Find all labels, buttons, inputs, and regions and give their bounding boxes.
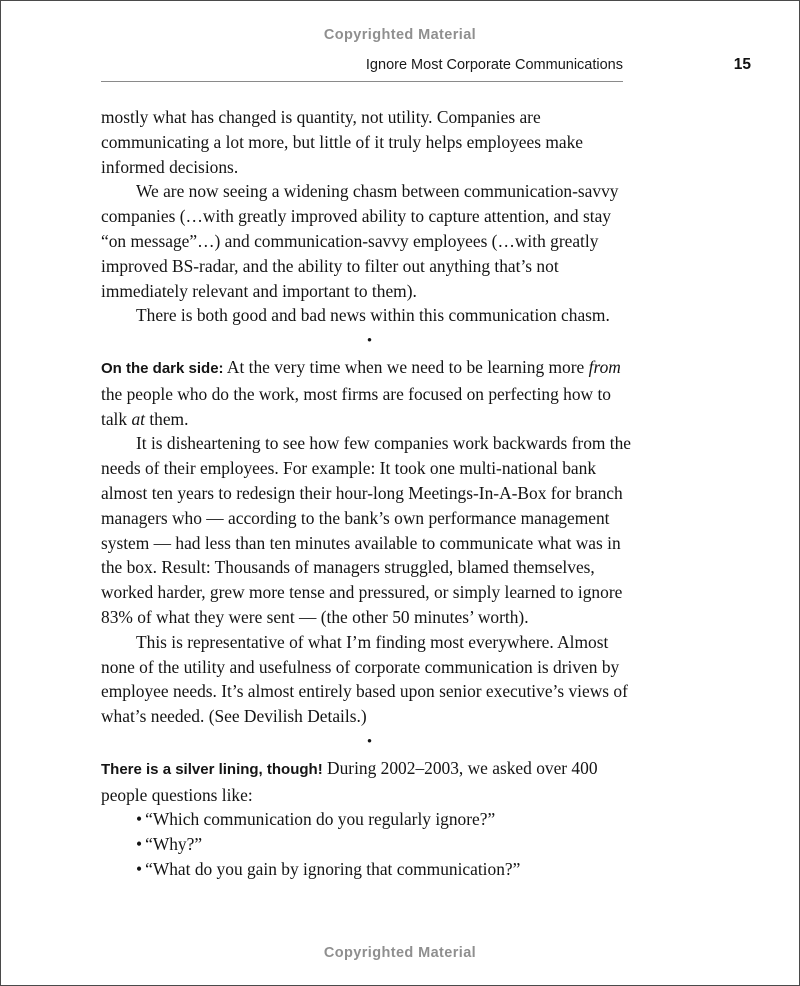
bold-lead-in-silver-lining: There is a silver lining, though! — [101, 760, 323, 778]
question-item — [101, 832, 638, 857]
page-body — [101, 105, 638, 882]
question-text: “Which communication do you regularly ignore?” — [145, 809, 496, 830]
chapter-title: Ignore Most Corporate Communications — [365, 57, 623, 73]
question-list — [101, 807, 638, 881]
paragraph-6: This is representative of what I’m finding most everywhere. Almost none of the utility and usefulness of corporate communication is driven by employee needs. It’s almost entirely based upon senior executive’s views of what’s needed. (See Devilish Details.) — [101, 631, 628, 727]
italic-run: at — [131, 408, 145, 429]
bold-lead-in-dark-side: On the dark side: — [101, 359, 224, 377]
section-separator-bullet: • — [366, 333, 373, 350]
question-item — [101, 807, 638, 832]
question-text: “Why?” — [145, 834, 203, 855]
question-item — [101, 857, 638, 882]
section-separator-bullet: • — [366, 733, 373, 750]
paragraph-5: It is disheartening to see how few companies work backwards from the needs of their employees. For example: It took one multi-national bank almost ten years to redesign their hour-long Meetings-In-A-Box for branch managers who — according to the bank’s own performance management system — had less than ten minutes available to communicate what was in the box. Result: Thousands of managers struggled, blamed themselves, worked harder, grew more tense and pressured, or simply learned to ignore 83% of what they were sent — (the other 50 minutes’ worth). — [101, 433, 632, 627]
list-bullet: • — [136, 809, 143, 830]
text-run: them. — [144, 408, 189, 429]
paragraph-2: We are now seeing a widening chasm between communication-savvy companies (…with greatly improved ability to capture attention, and stay “on message”…) and communication-savvy employees (…with greatly improved BS-radar, and the ability to filter out anything that’s not immediately relevant and important to them). — [101, 181, 619, 301]
text-run: the people who do the work, most firms are focused on perfecting how to talk — [101, 383, 611, 429]
italic-run: from — [588, 356, 621, 377]
header-rule — [101, 81, 623, 82]
page-number: 15 — [733, 56, 751, 73]
running-header — [1, 56, 799, 74]
question-text: “What do you gain by ignoring that communication?” — [145, 858, 521, 879]
paragraph-3: There is both good and bad news within this communication chasm. — [136, 305, 610, 326]
list-bullet: • — [136, 858, 143, 879]
list-bullet: • — [136, 834, 143, 855]
copyright-watermark-bottom: Copyrighted Material — [323, 945, 477, 961]
paragraph-7 — [101, 756, 638, 808]
text-run: During 2002–2003, we asked over 400 people questions like: — [101, 757, 598, 805]
copyright-watermark-top: Copyrighted Material — [323, 27, 477, 43]
paragraph-4 — [101, 355, 638, 431]
text-run: At the very time when we need to be learning more — [223, 356, 589, 377]
paragraph-1: mostly what has changed is quantity, not utility. Companies are communicating a lot more, but little of it truly helps employees make informed decisions. — [101, 107, 583, 177]
